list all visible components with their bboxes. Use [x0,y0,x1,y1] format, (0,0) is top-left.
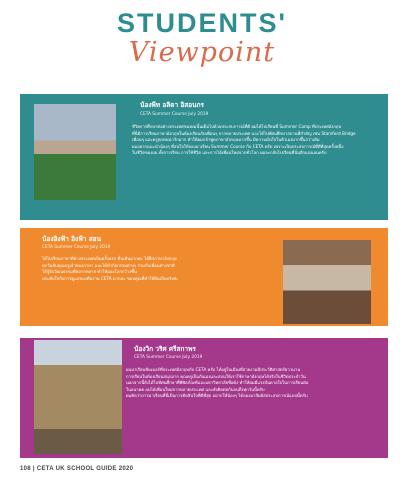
student-name: น้องวิก วริศ ศรีสกาพร [134,345,196,353]
student-photo [34,104,116,200]
student-photo [283,240,371,324]
student-course: CETA Summer Course July 2019 [134,355,203,360]
testimonial-text: ได้ไปเรียนภาษาที่ต่างประเทศเป็นครั้งแรก ตื่นเต้นมากค่ะ ได้ฝึกภาษาอังกฤษ ทุกวันกับคุณครูเจ้าของภาษา และได้ทำกิจกรรมต่างๆ ร่วมกับเพื่อนต่างชาติ ได้รู้จักวัฒนธรรมที่หลากหลาย ทำให้มองโลกกว้างขึ้น ประทับใจกับการดูแลของทีมงาน CETA มากค่ะ ขอบคุณที่ทำให้ฝันเป็นจริงค่ะ [42,256,179,281]
student-name: น้องพีท อลิดา อิสอนกร [140,101,205,109]
page-title: STUDENTS' [117,8,287,38]
testimonial-text: ผมมาเรียนซัมเมอร์ที่ประเทศอังกฤษกับ CETA ครับ ได้อยู่ในเมืองที่สวยงามมีประวัติศาสตร์ยาวนาน การเรียนในห้องเรียนสนุกมาก คุณครูเป็นกันเองและสอนให้เราใช้ภาษาอังกฤษได้จริงในชีวิตประจำวัน นอกจากนี้ยังได้ไปทัศนศึกษาที่พิพิธภัณฑ์และมหาวิทยาลัยชื่อดัง ทำให้ผมมีแรงบันดาลใจในการเรียนต่อ ในอนาคต ผมได้เพื่อนใหม่จากหลายประเทศ และยังติดต่อกันจนถึงทุกวันนี้ครับ ผมคิดว่าการมาเรียนที่นี่เป็นการตัดสินใจที่ดีที่สุด อยากให้น้องๆ ได้ลองมาสัมผัสประสบการณ์แบบนี้ครับ [126,367,309,399]
testimonial-card-2 [20,228,388,326]
testimonial-text: ชีวิตการศึกษาต่อต่างประเทศของผมนั้นเต็มไปด้วยประสบการณ์ที่ดี ผมได้ไปเรียนที่ Summer Camp ที่ประเทศอังกฤษ ที่นี่มีการเรียนภาษาอังกฤษในห้องเรียนกับเพื่อนๆ จากหลายประเทศ และได้ไปทัศนศึกษาสถานที่สำคัญ เช่น Stamford Bridge เพื่อนๆ และครูทุกคนน่ารักมาก ทำให้ผมกล้าพูดภาษาอังกฤษมากขึ้น มีความมั่นใจในตัวเองมากขึ้นกว่าเดิม ผมอยากแนะนำน้องๆ ที่สนใจให้ลองมาเรียน Summer Course กับ CETA ครับ เพราะเป็นประสบการณ์ที่ดีที่สุดครั้งหนึ่ง ในชีวิตของผม ทั้งการเรียน การใช้ชีวิต และการได้เพื่อนใหม่จากทั่วโลก ผมจะกลับไปเรียนที่นั่นอีกแน่นอนครับ [132,124,356,156]
footer-label: CETA UK SCHOOL GUIDE 2020 [36,466,134,472]
student-name: น้องอิงฟ้า อิงฟ้า สอน [42,235,102,243]
page-number: 108 [20,466,31,472]
student-course: CETA Summer Course July 2019 [42,245,111,250]
student-photo [34,340,122,454]
student-course: CETA Summer Course July 2019 [140,112,209,117]
testimonial-card-1 [20,94,388,220]
page-header [0,8,404,67]
footer-separator: | [32,466,35,472]
testimonial-card-3 [20,338,388,458]
page-footer [20,466,133,472]
page-subtitle: Viewpoint [128,37,276,68]
